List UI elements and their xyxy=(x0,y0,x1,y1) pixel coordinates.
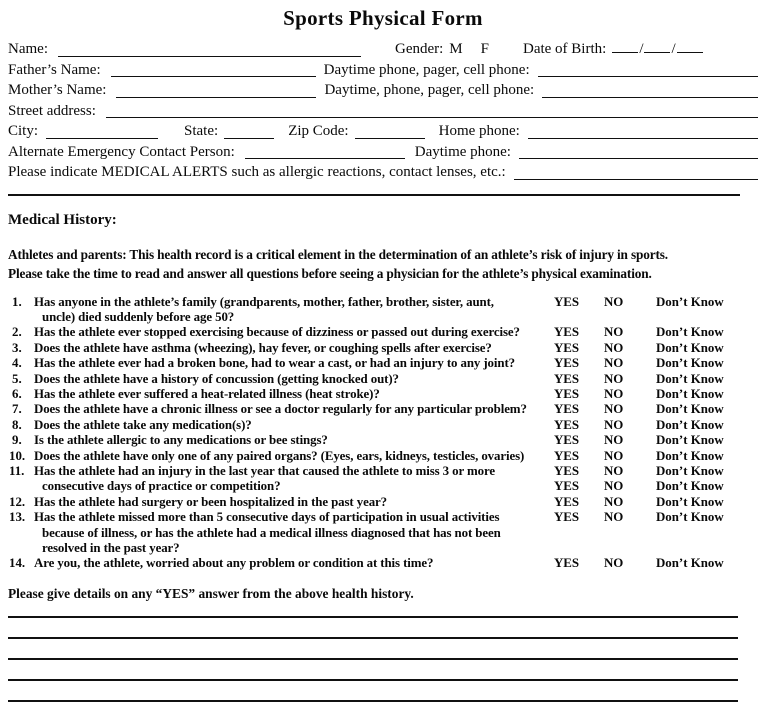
question-text xyxy=(34,356,554,371)
answer-dont-know[interactable]: Don’t Know xyxy=(656,463,724,478)
answer-dont-know[interactable]: Don’t Know xyxy=(656,448,724,463)
intro-line-2: Please take the time to read and answer all questions before seeing a physician for the athlete’s physical examination. xyxy=(8,265,652,281)
fathers-phone-input-line[interactable] xyxy=(538,76,758,77)
answer-options-group xyxy=(554,325,744,340)
answer-option-row xyxy=(554,449,744,464)
answer-dont-know[interactable]: Don’t Know xyxy=(656,371,724,386)
question-text-line: Has the athlete ever stopped exercising because of dizziness or passed out during exercise? xyxy=(34,325,520,340)
answer-dont-know[interactable]: Don’t Know xyxy=(656,402,724,417)
answer-option-row xyxy=(554,464,744,479)
answer-options-group xyxy=(554,556,744,571)
answer-option-row xyxy=(554,387,744,402)
medical-history-intro xyxy=(8,245,758,283)
question-text-line: Does the athlete have a chronic illness or see a doctor regularly for any particular problem? xyxy=(34,402,527,417)
mothers-name-label: Mother’s Name: xyxy=(8,82,107,98)
question-text-line: because of illness, or has the athlete had a medical illness diagnosed that has not been xyxy=(42,525,501,540)
question-text xyxy=(34,295,554,326)
question-text xyxy=(34,372,554,387)
question-row xyxy=(8,449,758,464)
date-of-birth-label: Date of Birth: xyxy=(522,41,607,57)
fathers-name-input-line[interactable] xyxy=(111,76,316,77)
street-address-input-line[interactable] xyxy=(106,117,758,118)
question-row xyxy=(8,325,758,340)
question-number: 14. xyxy=(9,556,26,571)
answer-dont-know[interactable]: Don’t Know xyxy=(656,294,724,309)
answer-no[interactable]: NO xyxy=(604,448,624,463)
answer-option-row xyxy=(554,341,744,356)
question-text-line: Does the athlete have a history of concussion (getting knocked out)? xyxy=(34,371,399,386)
answer-yes[interactable]: YES xyxy=(554,386,580,401)
question-text xyxy=(34,387,554,402)
question-text-line: consecutive days of practice or competition? xyxy=(42,479,281,494)
blank-line-spacer xyxy=(8,660,738,679)
question-row xyxy=(8,418,758,433)
gender-option-female[interactable]: F xyxy=(480,41,489,57)
question-number: 12. xyxy=(9,494,26,509)
dob-separator-1: / xyxy=(639,41,644,57)
answer-yes[interactable]: YES xyxy=(554,402,580,417)
question-row xyxy=(8,295,758,326)
question-row xyxy=(8,356,758,371)
home-phone-input-line[interactable] xyxy=(528,138,758,139)
street-address-label: Street address: xyxy=(8,102,96,119)
question-text xyxy=(34,433,554,448)
question-text xyxy=(34,556,554,571)
answer-yes[interactable]: YES xyxy=(554,371,580,386)
answer-yes[interactable]: YES xyxy=(554,340,580,355)
medical-alerts-label: Please indicate MEDICAL ALERTS such as allergic reactions, contact lenses, etc.: xyxy=(8,164,506,180)
question-text-line: Has the athlete ever suffered a heat-related illness (heat stroke)? xyxy=(34,386,380,401)
question-text-line: Does the athlete have only one of any paired organs? (Eyes, ears, kidneys, testicles, ovaries) xyxy=(34,448,525,463)
name-input-line[interactable] xyxy=(58,56,361,57)
answer-yes[interactable]: YES xyxy=(554,463,580,478)
medical-alerts-input-line[interactable] xyxy=(514,179,758,180)
question-number: 11. xyxy=(9,463,25,478)
answer-option-row xyxy=(554,402,744,417)
answer-option-row xyxy=(554,479,744,494)
question-text-line: Is the athlete allergic to any medications or bee stings? xyxy=(34,433,328,448)
answer-options-group xyxy=(554,418,744,433)
answer-option-row xyxy=(554,295,744,310)
medical-history-question-list xyxy=(8,295,758,572)
answer-no[interactable]: NO xyxy=(604,386,624,401)
question-text xyxy=(34,418,554,433)
answer-option-row xyxy=(554,372,744,387)
state-input-line[interactable] xyxy=(224,138,274,139)
answer-dont-know[interactable]: Don’t Know xyxy=(656,356,724,371)
dob-day-line[interactable] xyxy=(644,39,670,53)
answer-options-group xyxy=(554,356,744,371)
question-number: 7. xyxy=(12,402,22,417)
answer-yes[interactable]: YES xyxy=(554,494,580,509)
details-prompt: Please give details on any “YES” answer from the above health history. xyxy=(8,585,414,601)
header-section-divider xyxy=(8,194,740,196)
question-number: 4. xyxy=(12,356,22,371)
state-label: State: xyxy=(184,123,219,139)
row-name-gender-dob xyxy=(8,39,758,60)
answer-no[interactable]: NO xyxy=(604,371,624,386)
question-number: 2. xyxy=(12,325,22,340)
mothers-phone-label: Daytime, phone, pager, cell phone: xyxy=(324,82,535,98)
question-number: 3. xyxy=(12,340,22,355)
row-mothers-name xyxy=(8,80,758,101)
answer-no[interactable]: NO xyxy=(604,325,624,340)
question-row xyxy=(8,556,758,571)
question-text-line: Has the athlete missed more than 5 consecutive days of participation in usual activities xyxy=(34,510,500,525)
question-number: 9. xyxy=(12,433,22,448)
answer-options-group xyxy=(554,295,744,310)
question-row xyxy=(8,464,758,495)
question-number: 6. xyxy=(12,386,22,401)
question-row xyxy=(8,372,758,387)
answer-dont-know[interactable]: Don’t Know xyxy=(656,556,724,571)
name-label: Name: xyxy=(8,41,48,57)
alternate-contact-label: Alternate Emergency Contact Person: xyxy=(8,143,235,160)
blank-line-spacer xyxy=(8,681,738,700)
dob-year-line[interactable] xyxy=(677,39,703,53)
gender-option-male[interactable]: M xyxy=(449,41,463,57)
question-number: 1. xyxy=(12,294,22,309)
fathers-phone-label: Daytime phone, pager, cell phone: xyxy=(323,61,530,78)
answer-options-group xyxy=(554,402,744,417)
question-number: 10. xyxy=(9,448,26,463)
answer-no[interactable]: NO xyxy=(604,556,624,571)
question-number: 5. xyxy=(12,371,22,386)
answer-options-group xyxy=(554,449,744,464)
question-row xyxy=(8,433,758,448)
row-city-state-zip xyxy=(8,121,758,142)
fathers-name-label: Father’s Name: xyxy=(8,61,101,78)
answer-yes[interactable]: YES xyxy=(554,510,580,525)
alternate-daytime-phone-input-line[interactable] xyxy=(519,158,758,159)
answer-options-group xyxy=(554,433,744,448)
answer-no[interactable]: NO xyxy=(604,340,624,355)
answer-option-row xyxy=(554,433,744,448)
answer-no[interactable]: NO xyxy=(604,417,624,432)
answer-options-group xyxy=(554,387,744,402)
answer-option-row xyxy=(554,325,744,340)
answer-option-row xyxy=(554,510,744,525)
answer-yes[interactable]: YES xyxy=(554,479,580,494)
answer-yes[interactable]: YES xyxy=(554,556,580,571)
city-input-line[interactable] xyxy=(46,138,158,139)
question-text-line: uncle) died suddenly before age 50? xyxy=(42,309,235,324)
answer-options-group xyxy=(554,495,744,510)
answer-dont-know[interactable]: Don’t Know xyxy=(656,433,724,448)
question-text-line: Has anyone in the athlete’s family (grandparents, mother, father, brother, sister, aunt, xyxy=(34,294,494,309)
dob-separator-2: / xyxy=(671,41,676,57)
answer-options-group xyxy=(554,372,744,387)
answer-dont-know[interactable]: Don’t Know xyxy=(656,340,724,355)
answer-no[interactable]: NO xyxy=(604,402,624,417)
question-text xyxy=(34,402,554,417)
intro-line-1: Athletes and parents: This health record is a critical element in the determination of an athlete’s risk of injury in sports. xyxy=(8,246,668,262)
answer-no[interactable]: NO xyxy=(604,356,624,371)
answer-no[interactable]: NO xyxy=(604,510,624,525)
answer-no[interactable]: NO xyxy=(604,433,624,448)
question-row xyxy=(8,341,758,356)
answer-dont-know[interactable]: Don’t Know xyxy=(656,479,724,494)
dob-month-line[interactable] xyxy=(612,39,638,53)
answer-option-row xyxy=(554,356,744,371)
question-text-line: Has the athlete had an injury in the last year that caused the athlete to miss 3 or more xyxy=(34,463,495,478)
question-text-line: resolved in the past year? xyxy=(42,541,180,555)
alternate-contact-input-line[interactable] xyxy=(245,158,405,159)
question-text xyxy=(34,495,554,510)
question-row xyxy=(8,510,758,556)
question-row xyxy=(8,495,758,510)
row-medical-alerts xyxy=(8,162,758,183)
question-text-line: Has the athlete had surgery or been hospitalized in the past year? xyxy=(34,494,388,509)
answer-dont-know[interactable]: Don’t Know xyxy=(656,386,724,401)
details-blank-line[interactable] xyxy=(8,700,738,702)
answer-yes[interactable]: YES xyxy=(554,417,580,432)
answer-yes[interactable]: YES xyxy=(554,294,580,309)
question-row xyxy=(8,402,758,417)
question-text xyxy=(34,449,554,464)
answer-option-row xyxy=(554,495,744,510)
answer-yes[interactable]: YES xyxy=(554,433,580,448)
question-text xyxy=(34,510,554,556)
answer-dont-know[interactable]: Don’t Know xyxy=(656,325,724,340)
question-text-line: Has the athlete ever had a broken bone, had to wear a cast, or had an injury to any joint? xyxy=(34,356,515,371)
home-phone-label: Home phone: xyxy=(438,123,520,139)
answer-option-row xyxy=(554,556,744,571)
question-text xyxy=(34,464,554,495)
header-fields-block xyxy=(8,39,758,183)
details-blank-lines xyxy=(8,616,738,702)
zip-code-label: Zip Code: xyxy=(288,123,349,139)
answer-yes[interactable]: YES xyxy=(554,448,580,463)
answer-no[interactable]: NO xyxy=(604,294,624,309)
medical-history-heading: Medical History: xyxy=(8,211,117,228)
row-fathers-name xyxy=(8,60,758,81)
zip-code-input-line[interactable] xyxy=(355,138,425,139)
gender-label: Gender: xyxy=(394,41,444,57)
question-text xyxy=(34,341,554,356)
mothers-phone-input-line[interactable] xyxy=(542,97,758,98)
question-text-line: Are you, the athlete, worried about any problem or condition at this time? xyxy=(34,556,434,571)
alternate-daytime-phone-label: Daytime phone: xyxy=(414,143,511,160)
blank-line-spacer xyxy=(8,639,738,658)
mothers-name-input-line[interactable] xyxy=(116,97,316,98)
city-label: City: xyxy=(8,123,39,139)
question-text-line: Does the athlete take any medication(s)? xyxy=(34,417,252,432)
date-of-birth-input[interactable] xyxy=(612,39,702,60)
answer-no[interactable]: NO xyxy=(604,479,624,494)
question-number: 13. xyxy=(9,510,26,525)
blank-line-spacer xyxy=(8,618,738,637)
answer-dont-know[interactable]: Don’t Know xyxy=(656,494,724,509)
answer-yes[interactable]: YES xyxy=(554,356,580,371)
question-row xyxy=(8,387,758,402)
question-text-line: Does the athlete have asthma (wheezing), hay fever, or coughing spells after exercise? xyxy=(34,340,492,355)
answer-yes[interactable]: YES xyxy=(554,325,580,340)
answer-options-group xyxy=(554,510,744,525)
answer-option-row xyxy=(554,418,744,433)
answer-no[interactable]: NO xyxy=(604,463,624,478)
answer-no[interactable]: NO xyxy=(604,494,624,509)
answer-dont-know[interactable]: Don’t Know xyxy=(656,417,724,432)
question-number: 8. xyxy=(12,417,22,432)
answer-dont-know[interactable]: Don’t Know xyxy=(656,510,724,525)
question-text xyxy=(34,325,554,340)
answer-options-group xyxy=(554,464,744,495)
row-alternate-contact xyxy=(8,142,758,163)
page-title: Sports Physical Form xyxy=(283,6,483,30)
row-street-address xyxy=(8,101,758,122)
answer-options-group xyxy=(554,341,744,356)
